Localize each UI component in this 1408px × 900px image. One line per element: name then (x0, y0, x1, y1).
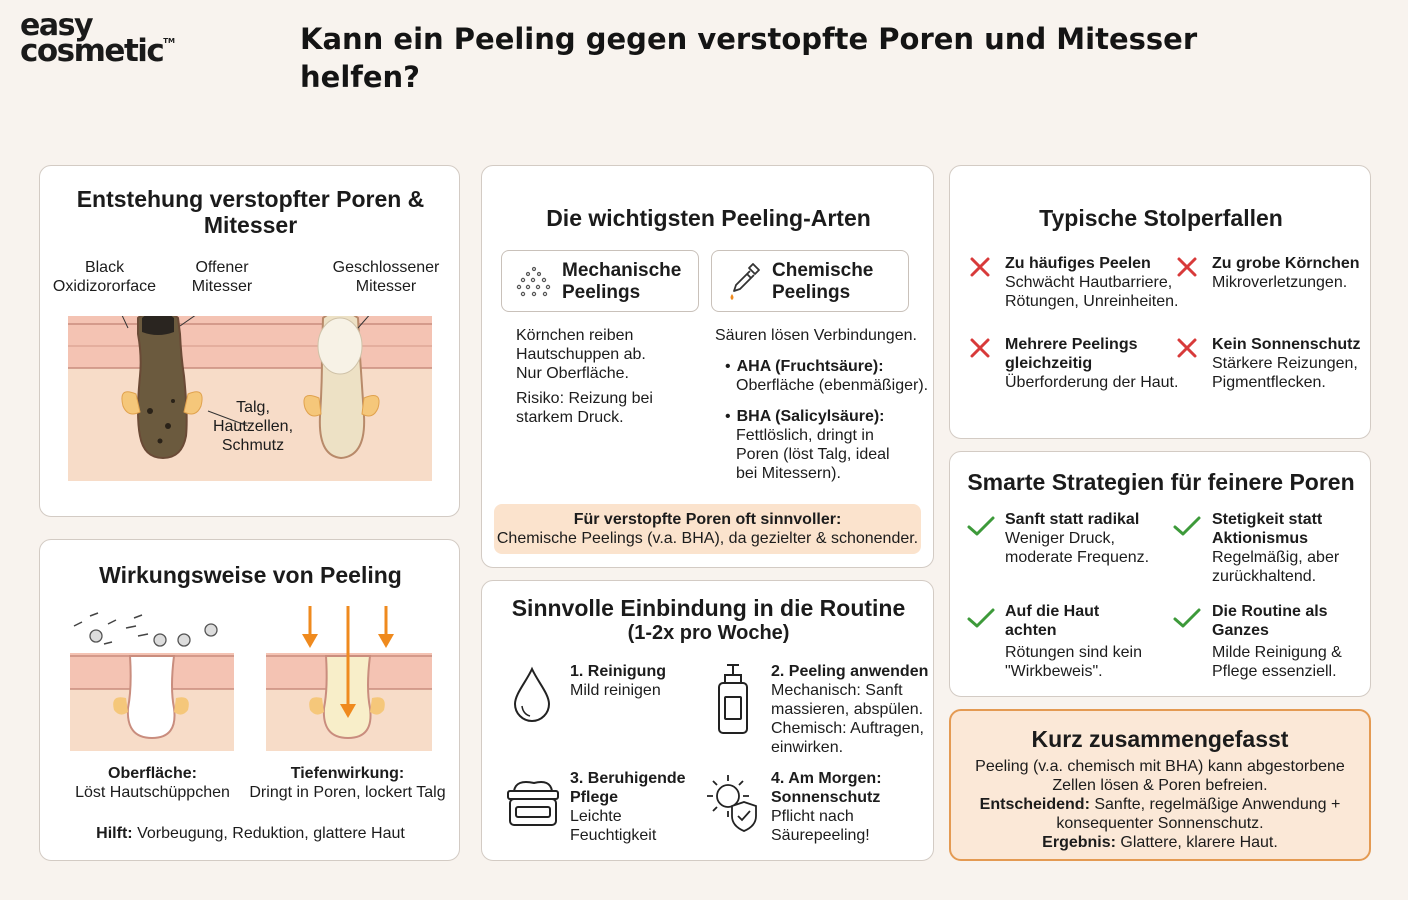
routine-step-3-title-line-1: 3. Beruhigende (570, 770, 686, 787)
label-closed-line-1: Geschlossener (332, 259, 440, 276)
card-summary (949, 709, 1371, 861)
pitfall-1-line-1: Schwächt Hautbarriere, (1005, 274, 1173, 291)
pitfall-3 (1005, 335, 1178, 392)
routine-step-3 (570, 769, 686, 845)
bha-text-line-1: Fettlöslich, dringt in (736, 427, 874, 444)
helps-label: Hilft: (96, 825, 133, 842)
label-black-line-2: Oxidizororface (52, 278, 157, 295)
helps-line (40, 824, 461, 843)
pitfall-4 (1212, 335, 1360, 392)
mechanical-risk (516, 389, 653, 427)
strategy-2-line-2: zurückhaltend. (1212, 568, 1317, 585)
routine-step-3-title-line-2: Pflege (570, 789, 619, 806)
cream-jar-icon (504, 777, 562, 829)
summary-line-2: Zellen lösen & Poren befreien. (1052, 777, 1268, 794)
mechanical-desc-line-1: Körnchen reiben (516, 327, 634, 344)
checkmark-icon (1172, 606, 1202, 630)
label-sebum (208, 398, 298, 455)
logo-line-2: cosmetic (20, 32, 164, 69)
summary-result-text: Glattere, klarere Haut. (1120, 834, 1278, 851)
bha-item: • BHA (Salicylsäure): Fettlöslich, dringt in Poren (löst Talg, ideal bei Mitessern). (725, 408, 890, 482)
cross-icon (968, 255, 992, 279)
depth-effect-illustration (264, 600, 434, 753)
label-open-comedo (180, 258, 264, 296)
bha-text-line-2: Poren (löst Talg, ideal (736, 446, 890, 463)
strategy-3-line-1: Rötungen sind kein (1005, 644, 1142, 661)
label-open-line-1: Offener (195, 259, 249, 276)
strategy-4-line-1: Milde Reinigung & (1212, 644, 1342, 661)
water-drop-icon (512, 666, 552, 724)
summary-line-1: Peeling (v.a. chemisch mit BHA) kann abgestorbene (975, 758, 1345, 775)
routine-step-1 (570, 662, 666, 700)
pitfall-1 (1005, 254, 1178, 311)
summary-result-label: Ergebnis: (1042, 834, 1116, 851)
card-strategien-title: Smarte Strategien für feinere Poren (967, 469, 1355, 495)
card-wirkungsweise-title: Wirkungsweise von Peeling (99, 562, 402, 588)
label-sebum-line-2: Hautzellen, (212, 418, 294, 435)
mechanical-risk-line-2: starkem Druck. (516, 409, 624, 426)
pitfall-3-text: Überforderung der Haut. (1005, 374, 1179, 391)
hint-title: Für verstopfte Poren oft sinnvoller: (573, 511, 842, 528)
card-summary-title: Kurz zusammengefasst (1031, 726, 1289, 752)
pitfall-1-line-2: Rötungen, Unreinheiten. (1005, 293, 1179, 310)
summary-decisive-text-2: konsequenter Sonnenschutz. (1056, 815, 1264, 832)
routine-step-2-line-1: Mechanisch: Sanft (771, 682, 903, 699)
aha-title: AHA (Fruchtsäure): (736, 358, 884, 375)
cross-icon (968, 336, 992, 360)
routine-step-4-title-line-1: 4. Am Morgen: (771, 770, 882, 787)
pitfall-1-title: Zu häufiges Peelen (1005, 255, 1151, 272)
recommendation-hint (494, 504, 921, 554)
summary-decisive-text: Sanfte, regelmäßige Anwendung + (1094, 796, 1341, 813)
cross-icon (1175, 255, 1199, 279)
routine-step-2-title: 2. Peeling anwenden (771, 663, 929, 680)
chemical-peeling-box (711, 250, 909, 312)
logo-line-1: easy (20, 8, 93, 43)
strategy-1 (1005, 510, 1149, 567)
strategy-1-line-2: moderate Frequenz. (1005, 549, 1150, 566)
granules-icon (514, 265, 554, 299)
summary-decisive-label: Entscheidend: (979, 796, 1090, 813)
mechanical-desc-line-2: Hautschuppen ab. (516, 346, 646, 363)
aha-item: • AHA (Fruchtsäure): Oberfläche (ebenmäßiger). (725, 358, 929, 394)
strategy-4-title-line-2: Ganzes (1212, 622, 1269, 639)
chemical-title (772, 260, 873, 304)
card-routine-title: Sinnvolle Einbindung in die Routine (511, 595, 906, 621)
bha-title: BHA (Salicylsäure): (736, 408, 885, 425)
strategy-2 (1212, 510, 1339, 586)
mechanical-description (516, 326, 646, 383)
mechanical-title-line-1: Mechanische (562, 260, 682, 281)
pitfall-4-title: Kein Sonnenschutz (1212, 336, 1361, 353)
card-entstehung-title: Entstehung verstopfter Poren & Mitesser (76, 186, 425, 238)
pitfall-2 (1212, 254, 1360, 292)
chemical-title-line-2: Peelings (772, 282, 851, 303)
label-closed-line-2: Mitesser (355, 278, 417, 295)
routine-step-2-line-2: massieren, abspülen. (771, 701, 924, 718)
strategy-3-title-line-1: Auf die Haut (1005, 603, 1100, 620)
pitfall-2-title: Zu grobe Körnchen (1212, 255, 1360, 272)
card-entstehung (39, 165, 460, 517)
card-routine (481, 580, 934, 861)
mechanical-desc-line-3: Nur Oberfläche. (516, 365, 629, 382)
strategy-4-line-2: Pflege essenziell. (1212, 663, 1337, 680)
depth-label: Tiefenwirkung: (290, 765, 405, 782)
routine-step-4-line-2: Säurepeeling! (771, 827, 870, 844)
strategy-2-title-line-2: Aktionismus (1212, 530, 1309, 547)
sun-shield-icon (706, 772, 762, 832)
hint-text: Chemische Peelings (v.a. BHA), da gezielter & schonender. (496, 530, 919, 547)
strategy-4 (1212, 602, 1342, 681)
routine-step-2 (771, 662, 928, 757)
label-open-line-2: Mitesser (191, 278, 253, 295)
chemical-title-line-1: Chemische (772, 260, 874, 281)
mechanical-title-line-2: Peelings (562, 282, 641, 303)
strategy-3-line-2: "Wirkbeweis". (1005, 663, 1103, 680)
routine-step-2-line-3: Chemisch: Auftragen, (771, 720, 924, 737)
routine-step-4-line-1: Pflicht nach (771, 808, 854, 825)
pitfall-2-text: Mikroverletzungen. (1212, 274, 1348, 291)
surface-text: Löst Hautschüppchen (75, 784, 230, 801)
pitfall-4-line-1: Stärkere Reizungen, (1212, 355, 1358, 372)
pitfall-3-title-line-2: gleichzeitig (1005, 355, 1093, 372)
strategy-3-title-line-2: achten (1005, 622, 1057, 639)
pitfall-3-title-line-1: Mehrere Peelings (1005, 336, 1138, 353)
card-peeling-arten-title: Die wichtigsten Peeling-Arten (546, 205, 871, 231)
checkmark-icon (966, 606, 996, 630)
routine-step-4 (771, 769, 882, 845)
strategy-4-title-line-1: Die Routine als (1212, 603, 1328, 620)
depth-effect-caption (245, 764, 450, 802)
mechanical-peeling-box (501, 250, 699, 312)
label-black-line-1: Black (84, 259, 125, 276)
pump-bottle-icon (715, 661, 751, 735)
strategy-1-line-1: Weniger Druck, (1005, 530, 1115, 547)
label-black-oxidized (52, 258, 157, 296)
strategy-2-title-line-1: Stetigkeit statt (1212, 511, 1323, 528)
mechanical-risk-line-1: Risiko: Reizung bei (516, 390, 653, 407)
checkmark-icon (966, 514, 996, 538)
pitfall-4-line-2: Pigmentflecken. (1212, 374, 1326, 391)
card-stolperfallen (949, 165, 1371, 439)
bha-text-line-3: bei Mitessern). (736, 465, 841, 482)
logo-trademark: TM (163, 36, 176, 45)
card-stolperfallen-title: Typische Stolperfallen (1039, 205, 1283, 231)
mechanical-title (562, 260, 681, 304)
routine-step-1-text: Mild reinigen (570, 682, 661, 699)
helps-text: Vorbeugung, Reduktion, glattere Haut (137, 825, 405, 842)
strategy-1-title: Sanft statt radikal (1005, 511, 1140, 528)
label-sebum-line-1: Talg, (236, 399, 270, 416)
surface-effect-caption (70, 764, 235, 802)
card-strategien (949, 451, 1371, 697)
aha-text: Oberfläche (ebenmäßiger). (736, 377, 929, 394)
card-routine-subtitle: (1-2x pro Woche) (627, 622, 790, 644)
card-wirkungsweise (39, 539, 460, 861)
brand-logo (20, 8, 176, 69)
summary-text (951, 757, 1369, 852)
routine-step-1-title: 1. Reinigung (570, 663, 666, 680)
surface-effect-illustration (68, 598, 236, 753)
surface-label: Oberfläche: (108, 765, 197, 782)
depth-text: Dringt in Poren, lockert Talg (249, 784, 446, 801)
routine-step-4-title-line-2: Sonnenschutz (771, 789, 881, 806)
dropper-icon (726, 261, 762, 303)
routine-step-3-line-1: Leichte (570, 808, 622, 825)
label-closed-comedo (330, 258, 442, 296)
card-peeling-arten (481, 165, 934, 568)
strategy-2-line-1: Regelmäßig, aber (1212, 549, 1340, 566)
strategy-3 (1005, 602, 1142, 681)
routine-step-2-line-4: einwirken. (771, 739, 844, 756)
label-sebum-line-3: Schmutz (221, 437, 285, 454)
page-title: Kann ein Peeling gegen verstopfte Poren und Mitesser helfen? (300, 22, 1198, 94)
checkmark-icon (1172, 514, 1202, 538)
routine-step-3-line-2: Feuchtigkeit (570, 827, 657, 844)
cross-icon (1175, 336, 1199, 360)
chemical-description: Säuren lösen Verbindungen. (715, 327, 917, 344)
